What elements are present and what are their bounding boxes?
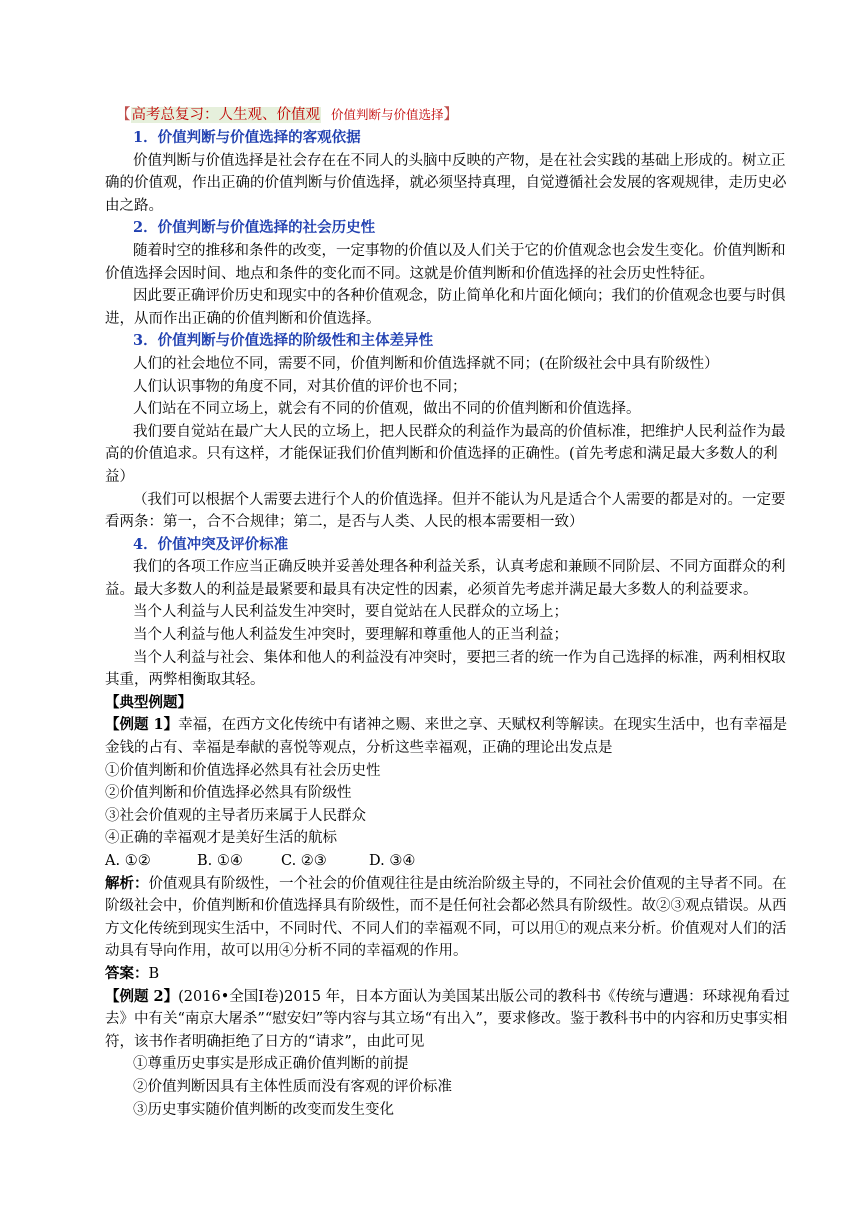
paragraph: 因此要正确评价历史和现实中的各种价值观念，防止简单化和片面化倾向；我们的价值观念也要与时俱进，从而作出正确的价值判断和价值选择。 [105, 288, 786, 327]
examples-title: 【典型例题】 [105, 693, 192, 711]
statement-item: ②价值判断因具有主体性质而没有客观的评价标准 [133, 1078, 452, 1095]
statement-item: ③历史事实随价值判断的改变而发生变化 [133, 1101, 394, 1118]
paragraph: 人们的社会地位不同，需要不同，价值判断和价值选择就不同；(在阶级社会中具有阶级性） [133, 355, 719, 372]
statement-item: ④正确的幸福观才是美好生活的航标 [105, 830, 337, 847]
statement-item: ③社会价值观的主导者历来属于人民群众 [105, 807, 366, 824]
paragraph: 价值判断与价值选择是社会存在在不同人的头脑中反映的产物，是在社会实践的基础上形成的。树立正确的价值观，作出正确的价值判断与价值选择，就必须坚持真理，自觉遵循社会发展的客观规律，走历史必由之路。 [105, 152, 787, 214]
question-stem [105, 986, 795, 1054]
statement-item: ①尊重历史事实是形成正确价值判断的前提 [133, 1056, 409, 1073]
document-content [105, 104, 795, 1121]
section-heading: 3．价值判断与价值选择的阶级性和主体差异性 [133, 332, 434, 350]
question-source: (2016•全国Ⅰ卷) [178, 988, 285, 1005]
answer-label: 答案： [105, 964, 149, 982]
paragraph: 人们站在不同立场上，就会有不同的价值观，做出不同的价值判断和价值选择。 [133, 401, 641, 418]
analysis-text: 价值观具有阶级性，一个社会的价值观往往是由统治阶级主导的，不同社会价值观的主导者不同。在阶级社会中，价值判断和价值选择具有阶级性，而不是任何社会都必然具有阶级性。故②③观点错误。从西方文化传统到现实生活中，不同时代、不同人们的幸福观不同，可以用①的观点来分析。价值观对人们的活动具有导向作用，故可以用④分析不同的幸福观的作用。 [105, 875, 787, 960]
title-main: 高考总复习：人生观、价值观 [131, 107, 320, 123]
section-heading: 2．价值判断与价值选择的社会历史性 [133, 219, 376, 237]
paragraph: 我们要自觉站在最广大人民的立场上，把人民群众的利益作为最高的价值标准，把维护人民利益作为最高的价值追求。只有这样，才能保证我们价值判断和价值选择的正确性。(首先考虑和满足最大多数人的利益） [105, 423, 786, 485]
paragraph: 人们认识事物的角度不同，对其价值的评价也不同； [133, 378, 467, 395]
analysis-label: 解析： [105, 874, 149, 892]
title-open-bracket: 【 [116, 107, 131, 123]
analysis [105, 873, 795, 963]
question-stem [105, 714, 795, 759]
document-title [116, 104, 795, 127]
paragraph: （我们可以根据个人需要去进行个人的价值选择。但并不能认为凡是适合个人需要的都是对的。一定要看两条：第一，合不合规律；第二，是否与人类、人民的根本需要相一致） [105, 491, 786, 531]
option-c: C. ②③ [281, 853, 327, 869]
paragraph: 我们的各项工作应当正确反映并妥善处理各种利益关系，认真考虑和兼顾不同阶层、不同方面群众的利益。最大多数人的利益是最紧要和最具有决定性的因素，必须首先考虑并满足最大多数人的利益要求。 [105, 559, 786, 598]
paragraph: 当个人利益与他人利益发生冲突时，要理解和尊重他人的正当利益； [133, 627, 568, 644]
option-b: B. ①④ [197, 853, 243, 869]
answer-options [105, 850, 795, 873]
statement-item: ①价值判断和价值选择必然具有社会历史性 [105, 762, 381, 779]
answer [105, 963, 795, 986]
section-1 [105, 127, 795, 217]
paragraph: 随着时空的推移和条件的改变，一定事物的价值以及人们关于它的价值观念也会发生变化。价值判断和价值选择会因时间、地点和条件的变化而不同。这就是价值判断和价值选择的社会历史性特征。 [105, 242, 786, 282]
section-4 [105, 534, 795, 692]
title-sub: 价值判断与价值选择 [331, 107, 444, 122]
section-heading: 4．价值冲突及评价标准 [133, 535, 289, 553]
question-text: 2015 年，日本方面认为美国某出版公司的教科书《传统与遭遇：环球视角看过去》中有关“南京大屠杀”“慰安妇”等内容与其立场“有出入”，要求修改。鉴于教科书中的内容和历史事实相符，该书作者明确拒绝了日方的“请求”，由此可见 [105, 988, 790, 1050]
section-heading: 1．价值判断与价值选择的客观依据 [133, 129, 361, 146]
option-d: D. ③④ [369, 853, 416, 869]
section-3 [105, 330, 795, 533]
title-close-bracket: 】 [443, 107, 459, 123]
option-a: A. ①② [105, 853, 151, 869]
example-label: 【例题 1】 [105, 716, 179, 734]
paragraph: 当个人利益与社会、集体和他人的利益没有冲突时，要把三者的统一作为自己选择的标准，两利相权取其重，两弊相衡取其轻。 [105, 649, 786, 689]
paragraph: 当个人利益与人民利益发生冲突时，要自觉站在人民群众的立场上； [133, 604, 568, 621]
statement-item: ②价值判断和价值选择必然具有阶级性 [105, 785, 352, 802]
section-2 [105, 217, 795, 330]
question-text: 幸福，在西方文化传统中有诸神之赐、来世之享、天赋权利等解读。在现实生活中，也有幸福是金钱的占有、幸福是奉献的喜悦等观点，分析这些幸福观，正确的理论出发点是 [105, 717, 788, 757]
answer-value: B [148, 965, 160, 982]
example-1 [105, 714, 795, 985]
example-label: 【例题 2】 [105, 987, 179, 1005]
example-2 [105, 986, 795, 1122]
